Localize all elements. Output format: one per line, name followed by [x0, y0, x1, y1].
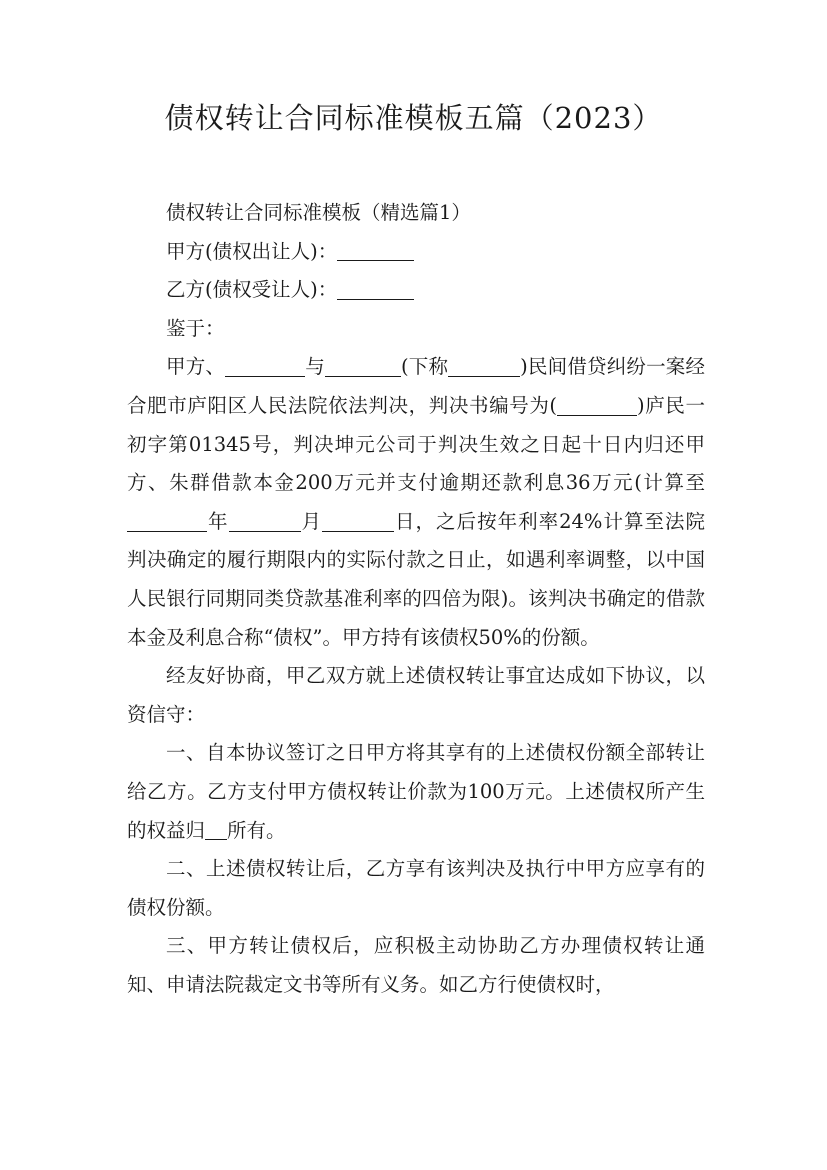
- paragraph-case: [127, 348, 705, 657]
- blank-field: [337, 279, 414, 300]
- party-a-line: [127, 233, 705, 272]
- subtitle: 债权转让合同标准模板（精选篇1）: [166, 201, 471, 224]
- blank-field: [325, 356, 401, 377]
- text-segment: 年: [207, 509, 229, 533]
- text-segment: )庐民一初字第01345号，判决坤元公司于判决生效之日起十日内归还甲方、朱群借款本金200万元并支付逾期还款利息36万元(计算至: [127, 393, 706, 495]
- blank-field: [205, 819, 227, 840]
- blank-field: [322, 510, 394, 531]
- clause-3: 三、甲方转让债权后，应积极主动协助乙方办理债权转让通知、申请法院裁定文书等所有义务。如乙方行使债权时，: [127, 934, 705, 996]
- blank-field: [229, 510, 301, 531]
- document-body: [127, 194, 705, 1004]
- party-a-label: 甲方(债权出让人)：: [166, 239, 338, 263]
- blank-field: [557, 394, 637, 415]
- text-segment: 日，之后按年利率24%计算至法院判决确定的履行期限内的实际付款之日止，如遇利率调整，以中国人民银行同期同类贷款基准利率的四倍为限)。该判决书确定的借款本金及利息合称“债权”。甲方持有该债权50%的份额。: [127, 509, 705, 649]
- blank-field: [337, 240, 414, 261]
- text-segment: 与: [305, 355, 325, 379]
- text-segment: 一、自本协议签订之日甲方将其享有的上述债权份额全部转让给乙方。乙方支付甲方债权转让价款为100万元。上述债权所产生的权益归: [127, 741, 705, 842]
- text-segment: 月: [300, 509, 323, 533]
- document-title: 债权转让合同标准模板五篇（2023）: [164, 101, 663, 135]
- text-segment: (下称: [400, 355, 449, 379]
- party-b-label: 乙方(债权受让人)：: [166, 278, 338, 302]
- clause-1: [127, 734, 705, 850]
- clause-2: 二、上述债权转让后，乙方享有该判决及执行中甲方应享有的债权份额。: [127, 857, 705, 919]
- blank-field: [127, 510, 207, 531]
- blank-field: [225, 356, 305, 377]
- whereas-label: 鉴于：: [166, 316, 225, 340]
- text-segment: 甲方、: [166, 355, 226, 379]
- text-segment: )民间借贷纠纷一案经合肥市庐阳区人民法院依法判决，判决书编号为(: [127, 355, 705, 417]
- blank-field: [448, 356, 520, 377]
- paragraph-agreement: 经友好协商，甲乙双方就上述债权转让事宜达成如下协议，以资信守：: [127, 664, 705, 726]
- party-b-line: [127, 271, 705, 310]
- text-segment: 所有。: [227, 818, 286, 842]
